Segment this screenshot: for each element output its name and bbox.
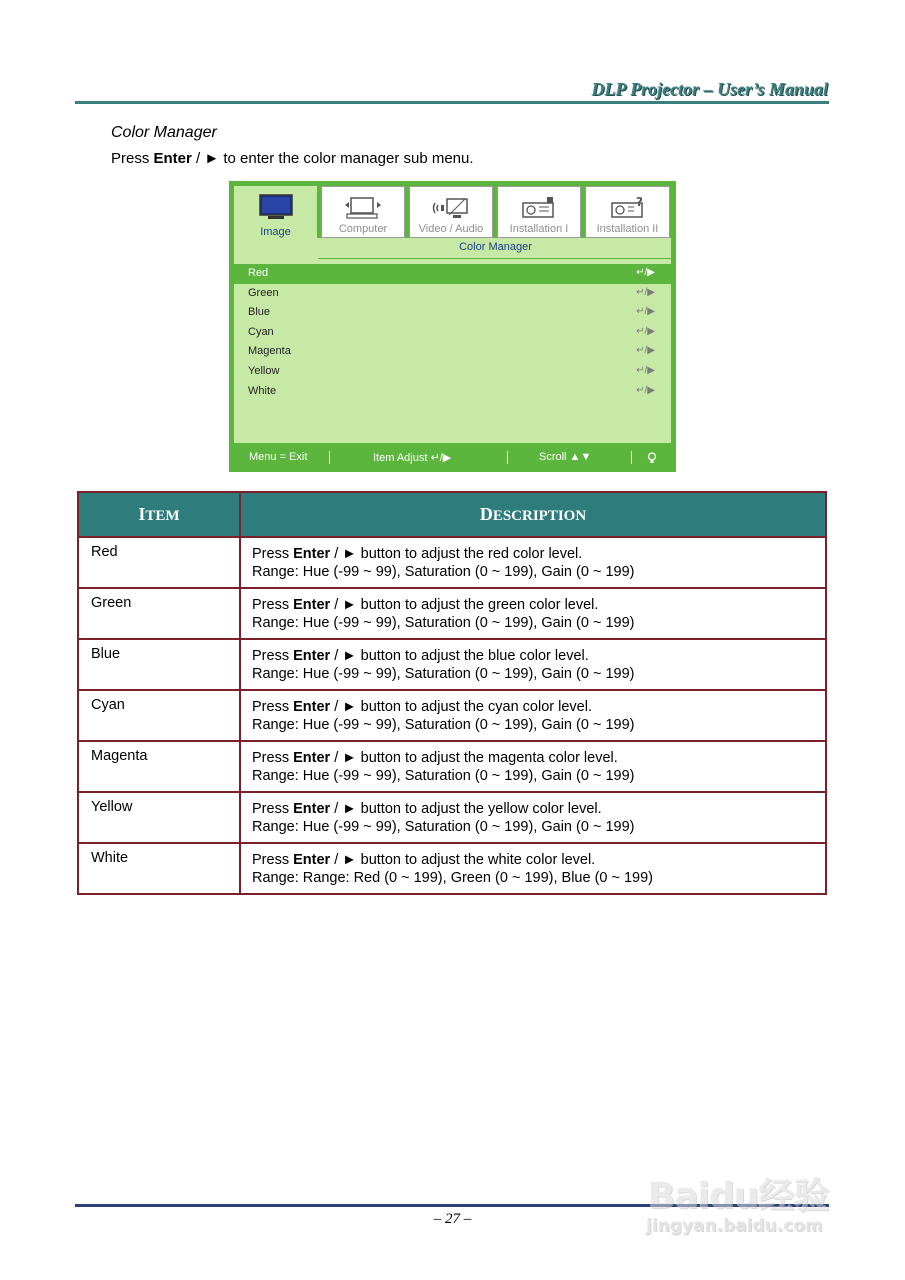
tab-installation-ii-label: Installation II — [596, 223, 659, 235]
item-cell: Red — [78, 537, 240, 588]
item-cell: White — [78, 843, 240, 894]
osd-item-magenta[interactable] — [234, 342, 671, 362]
osd-item-label: Cyan — [248, 325, 274, 338]
osd-item-label: White — [248, 384, 277, 397]
osd-item-label: Green — [248, 286, 279, 299]
header-title: DLP Projector – User’s Manual — [591, 79, 828, 99]
osd-item-list — [234, 264, 671, 401]
osd-item-blue[interactable] — [234, 303, 671, 323]
header-rule — [75, 101, 829, 104]
projector-question-icon — [608, 195, 648, 221]
osd-menu-screenshot — [229, 181, 676, 472]
description-cell: Press Enter / ► button to adjust the magenta color level. Range: Hue (-99 ~ 99), Saturation (0 ~ 199), Gain (0 ~ 199) — [240, 741, 826, 792]
osd-item-yellow[interactable] — [234, 362, 671, 382]
header-description: DESCRIPTION — [240, 492, 826, 537]
table-header-row — [78, 492, 826, 537]
tab-installation-ii[interactable] — [585, 186, 670, 238]
lightbulb-icon — [647, 452, 657, 464]
video-audio-icon — [431, 195, 471, 221]
color-manager-table — [77, 491, 827, 895]
enter-arrow-icon: ↵/▶ — [636, 306, 655, 318]
tab-video-audio[interactable] — [409, 186, 493, 238]
enter-arrow-icon: ↵/▶ — [636, 267, 655, 278]
osd-item-cyan[interactable] — [234, 323, 671, 343]
svg-text:?: ? — [635, 195, 643, 209]
section-title: Color Manager — [111, 124, 217, 141]
table-row — [78, 537, 826, 588]
item-cell: Blue — [78, 639, 240, 690]
intro-text — [111, 150, 474, 167]
enter-arrow-icon: ↵/▶ — [636, 286, 655, 298]
osd-item-green[interactable] — [234, 284, 671, 304]
intro-suffix: / ► to enter the color manager sub menu. — [191, 150, 474, 167]
enter-arrow-icon: ↵/▶ — [636, 345, 655, 357]
osd-item-label: Red — [248, 267, 269, 279]
tab-computer[interactable] — [321, 186, 405, 238]
description-cell: Press Enter / ► button to adjust the blue color level. Range: Hue (-99 ~ 99), Saturation (0 ~ 199), Gain (0 ~ 199) — [240, 639, 826, 690]
table-row — [78, 588, 826, 639]
osd-item-white[interactable] — [234, 382, 671, 402]
tab-image[interactable] — [234, 186, 317, 244]
description-cell: Press Enter / ► button to adjust the white color level. Range: Range: Red (0 ~ 199), Green (0 ~ 199), Blue (0 ~ 199) — [240, 843, 826, 894]
description-cell: Press Enter / ► button to adjust the yellow color level. Range: Hue (-99 ~ 99), Saturation (0 ~ 199), Gain (0 ~ 199) — [240, 792, 826, 843]
description-cell: Press Enter / ► button to adjust the green color level. Range: Hue (-99 ~ 99), Saturation (0 ~ 199), Gain (0 ~ 199) — [240, 588, 826, 639]
item-cell: Green — [78, 588, 240, 639]
table-row — [78, 741, 826, 792]
osd-item-label: Magenta — [248, 345, 291, 358]
tab-computer-label: Computer — [338, 223, 388, 235]
footer-divider — [631, 451, 632, 464]
footer-item-adjust: Item Adjust ↵/▶ — [373, 452, 452, 464]
item-cell: Cyan — [78, 690, 240, 741]
footer-menu-exit: Menu = Exit — [249, 451, 308, 463]
intro-prefix: Press — [111, 150, 154, 167]
osd-submenu-panel — [234, 238, 671, 443]
enter-arrow-icon: ↵/▶ — [636, 384, 655, 396]
tab-installation-i[interactable] — [497, 186, 581, 238]
monitor-icon — [259, 194, 293, 220]
table-row — [78, 843, 826, 894]
item-cell: Yellow — [78, 792, 240, 843]
tab-image-label: Image — [260, 226, 291, 238]
projector-icon — [519, 195, 559, 221]
tab-installation-i-label: Installation I — [509, 223, 569, 235]
table-row — [78, 690, 826, 741]
enter-arrow-icon: ↵/▶ — [636, 364, 655, 376]
table-row — [78, 639, 826, 690]
page-number: – 27 – — [433, 1211, 472, 1227]
description-cell: Press Enter / ► button to adjust the red color level. Range: Hue (-99 ~ 99), Saturation (0 ~ 199), Gain (0 ~ 199) — [240, 537, 826, 588]
footer-divider — [329, 451, 330, 464]
computer-icon — [343, 195, 383, 221]
item-cell: Magenta — [78, 741, 240, 792]
table-row — [78, 792, 826, 843]
footer-divider — [507, 451, 508, 464]
baidu-watermark-logo: Baidu经验 — [648, 1176, 829, 1217]
baidu-watermark — [640, 1150, 855, 1250]
osd-footer-bar — [234, 449, 671, 467]
header-item: ITEM — [78, 492, 240, 537]
osd-item-label: Blue — [248, 306, 271, 319]
baidu-watermark-url: jingyan.baidu.com — [646, 1216, 823, 1236]
enter-arrow-icon: ↵/▶ — [636, 325, 655, 337]
description-cell: Press Enter / ► button to adjust the cyan color level. Range: Hue (-99 ~ 99), Saturation (0 ~ 199), Gain (0 ~ 199) — [240, 690, 826, 741]
intro-enter-key: Enter — [153, 150, 192, 167]
tab-video-audio-label: Video / Audio — [418, 223, 484, 235]
submenu-title: Color Manager — [320, 241, 671, 253]
osd-item-label: Yellow — [248, 364, 280, 377]
osd-item-red[interactable] — [234, 264, 671, 284]
footer-scroll: Scroll ▲▼ — [539, 451, 592, 463]
